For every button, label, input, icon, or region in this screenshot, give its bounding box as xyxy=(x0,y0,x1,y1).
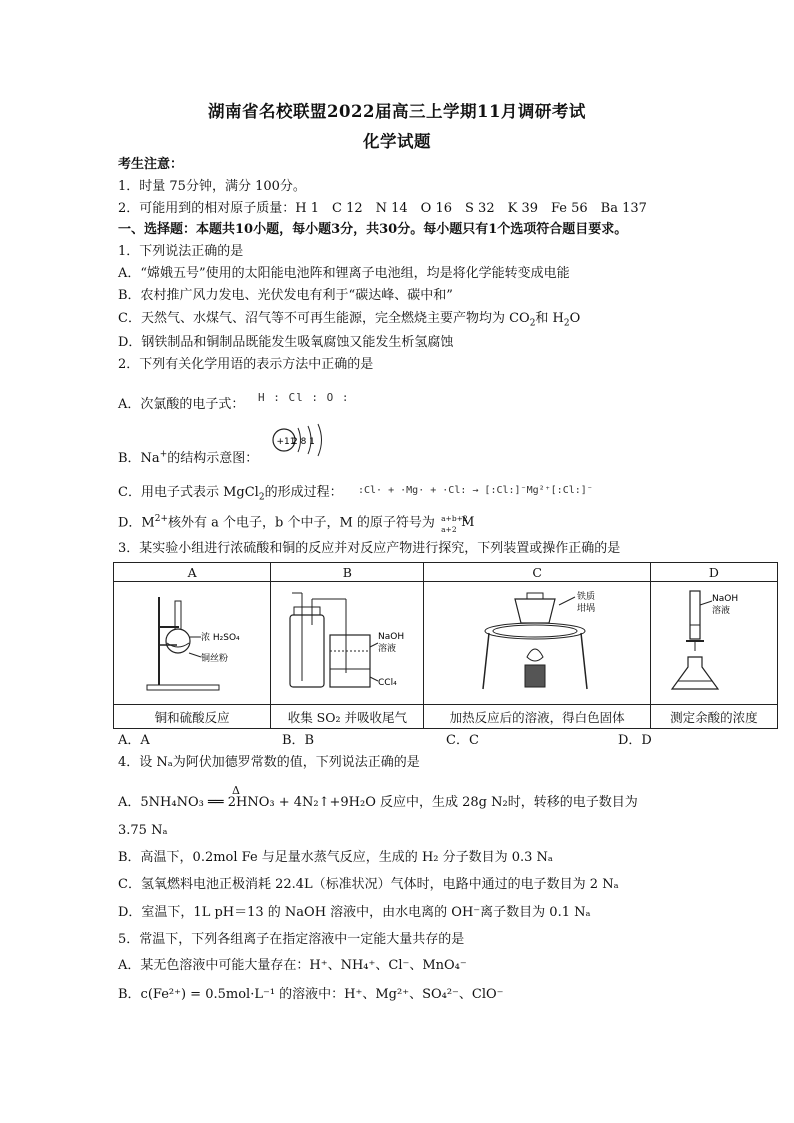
q1-c-text: C．天然气、水煤气、沼气等不可再生能源，完全燃烧主要产物均为 CO xyxy=(118,311,530,326)
q2-c-text: C．用电子式表示 MgCl xyxy=(118,485,259,500)
mgcl2-formation-formula: :Cl· + ·Mg· + ·Cl: → [:Cl:]⁻Mg²⁺[:Cl:]⁻ xyxy=(358,485,593,496)
label-ccl4: CCl₄ xyxy=(378,678,398,688)
q5-stem: 5．常温下，下列各组离子在指定溶液中一定能大量共存的是 xyxy=(118,932,465,947)
q2-option-a xyxy=(118,391,698,414)
apparatus-b xyxy=(271,582,424,705)
q1-option-a: A．“嫦娥五号”使用的太阳能电池阵和锂离子电池组，均是将化学能转变成电能 xyxy=(118,266,570,281)
flask-on-stand-diagram xyxy=(117,585,267,701)
na-nucleus-label: +11 xyxy=(276,437,296,447)
apparatus-c xyxy=(424,582,650,705)
caption-c: 加热反应后的溶液，得白色固体 xyxy=(424,705,650,729)
label-conc-h2so4: 浓 H₂SO₄ xyxy=(201,633,240,643)
q4-option-a xyxy=(118,784,698,812)
exam-subtitle: 化学试题 xyxy=(363,132,431,151)
label-naoh-d: NaOH xyxy=(711,594,738,604)
q1-option-c: C．天然气、水煤气、沼气等不可再生能源，完全燃烧主要产物均为 $CO_2$和 $H_2O$ xyxy=(118,311,581,329)
q1-option-b: B．农村推广风力发电、光伏发电有利于“碳达峰、碳中和” xyxy=(118,288,453,303)
q1-option-d: D．钢铁制品和铜制品既能发生吸氧腐蚀又能发生析氢腐蚀 xyxy=(118,335,454,350)
delta-symbol: Δ xyxy=(232,784,240,797)
label-solution-d: 溶液 xyxy=(711,606,730,616)
caption-a: 铜和硫酸反应 xyxy=(114,705,271,729)
q4-stem: 4．设 Nₐ为阿伏加德罗常数的值，下列说法正确的是 xyxy=(118,755,420,770)
q3-stem: 3．某实验小组进行浓硫酸和铜的反应并对反应产物进行探究，下列装置或操作正确的是 xyxy=(118,541,621,556)
nuclide-letter: M xyxy=(461,515,475,530)
label-naoh: NaOH xyxy=(378,632,405,642)
titration-diagram xyxy=(654,585,774,701)
q2-option-c: C．用电子式表示 MgCl$_2$的形成过程： :Cl· + ·Mg· + ·Cl: → [:Cl:]⁻Mg²⁺[:Cl:]⁻ xyxy=(118,484,698,502)
q3-option-a: A．A xyxy=(118,733,150,748)
q3-option-d: D．D xyxy=(618,733,652,748)
q2-d-post: 核外有 a 个电子，b 个中子，M 的原子符号为 xyxy=(168,515,435,531)
na-shell-electrons: 2 8 1 xyxy=(292,437,315,447)
q4-option-a-cont: 3.75 Nₐ xyxy=(118,823,168,838)
hclo-electron-formula: H : Cl : O : xyxy=(258,391,350,404)
notice-item-1: 1．时量 75分钟，满分 100分。 xyxy=(118,179,306,194)
notice-heading: 考生注意： xyxy=(118,157,184,172)
label-solution: 溶液 xyxy=(378,644,397,654)
label-copper: 铜丝粉 xyxy=(201,654,229,664)
nuclide-atomic-number: a+2 xyxy=(441,525,457,534)
q1-c-mid: 和 H xyxy=(535,311,564,326)
q4-a-text: A．5NH₄NO₃ ══ 2HNO₃ + 4N₂↑+9H₂O 反应中，生成 28g N₂时，转移的电子数目为 xyxy=(118,795,638,810)
q2-d-sup: 2+ xyxy=(154,514,169,525)
nuclide-symbol xyxy=(439,514,475,534)
label-crucible: 坩埚 xyxy=(577,604,596,614)
na-ion-structure-diagram xyxy=(270,420,332,464)
apparatus-table xyxy=(113,562,778,729)
crucible-heating-diagram xyxy=(427,585,647,701)
q2-option-b xyxy=(118,450,698,468)
q2-c-post: 的形成过程： xyxy=(264,485,343,500)
exam-title: 湖南省名校联盟2022届高三上学期11月调研考试 xyxy=(208,102,586,121)
q5-option-b: B．c(Fe²⁺) = 0.5mol·L⁻¹ 的溶液中：H⁺、Mg²⁺、SO₄²⁻、ClO⁻ xyxy=(118,987,504,1002)
header-b: B xyxy=(271,563,424,582)
header-c: C xyxy=(424,563,650,582)
q4-option-b: B．高温下，0.2mol Fe 与足量水蒸气反应，生成的 H₂ 分子数目为 0.3 Nₐ xyxy=(118,850,553,865)
q2-a-text: A．次氯酸的电子式： xyxy=(118,397,245,412)
q3-option-c: C．C xyxy=(446,733,479,748)
label-iron: 铁质 xyxy=(577,592,596,602)
notice-item-2: 2．可能用到的相对原子质量：H 1 C 12 N 14 O 16 S 32 K 39 Fe 56 Ba 137 xyxy=(118,201,647,216)
header-a: A xyxy=(114,563,271,582)
q2-d-text: D．M xyxy=(118,515,155,531)
q4-option-d: D．室温下，1L pH＝13 的 NaOH 溶液中，由水电离的 OH⁻离子数目为 0.1 Nₐ xyxy=(118,905,591,920)
nuclide-mass-number: a+b+2 xyxy=(441,514,468,523)
caption-d: 测定余酸的浓度 xyxy=(650,705,777,729)
q4-option-c: C．氢氧燃料电池正极消耗 22.4L（标准状况）气体时，电路中通过的电子数目为 2 Nₐ xyxy=(118,877,619,892)
caption-b: 收集 SO₂ 并吸收尾气 xyxy=(271,705,424,729)
q2-option-d xyxy=(118,514,698,533)
apparatus-a xyxy=(114,582,271,705)
q5-option-a: A．某无色溶液中可能大量存在：H⁺、NH₄⁺、Cl⁻、MnO₄⁻ xyxy=(118,958,467,973)
q2-b-post: 的结构示意图： xyxy=(167,451,259,466)
gas-collection-diagram xyxy=(274,585,420,701)
q2-b-sup: + xyxy=(159,449,168,460)
q2-stem: 2．下列有关化学用语的表示方法中正确的是 xyxy=(118,357,374,372)
q3-option-b: B．B xyxy=(282,733,315,748)
q1-c-post: O xyxy=(569,311,581,326)
q1-stem: 1．下列说法正确的是 xyxy=(118,244,244,259)
q2-b-text: B．Na xyxy=(118,451,160,466)
apparatus-d xyxy=(650,582,777,705)
header-d: D xyxy=(650,563,777,582)
section-heading: 一、选择题：本题共10小题，每小题3分，共30分。每小题只有1个选项符合题目要求。 xyxy=(118,222,628,237)
